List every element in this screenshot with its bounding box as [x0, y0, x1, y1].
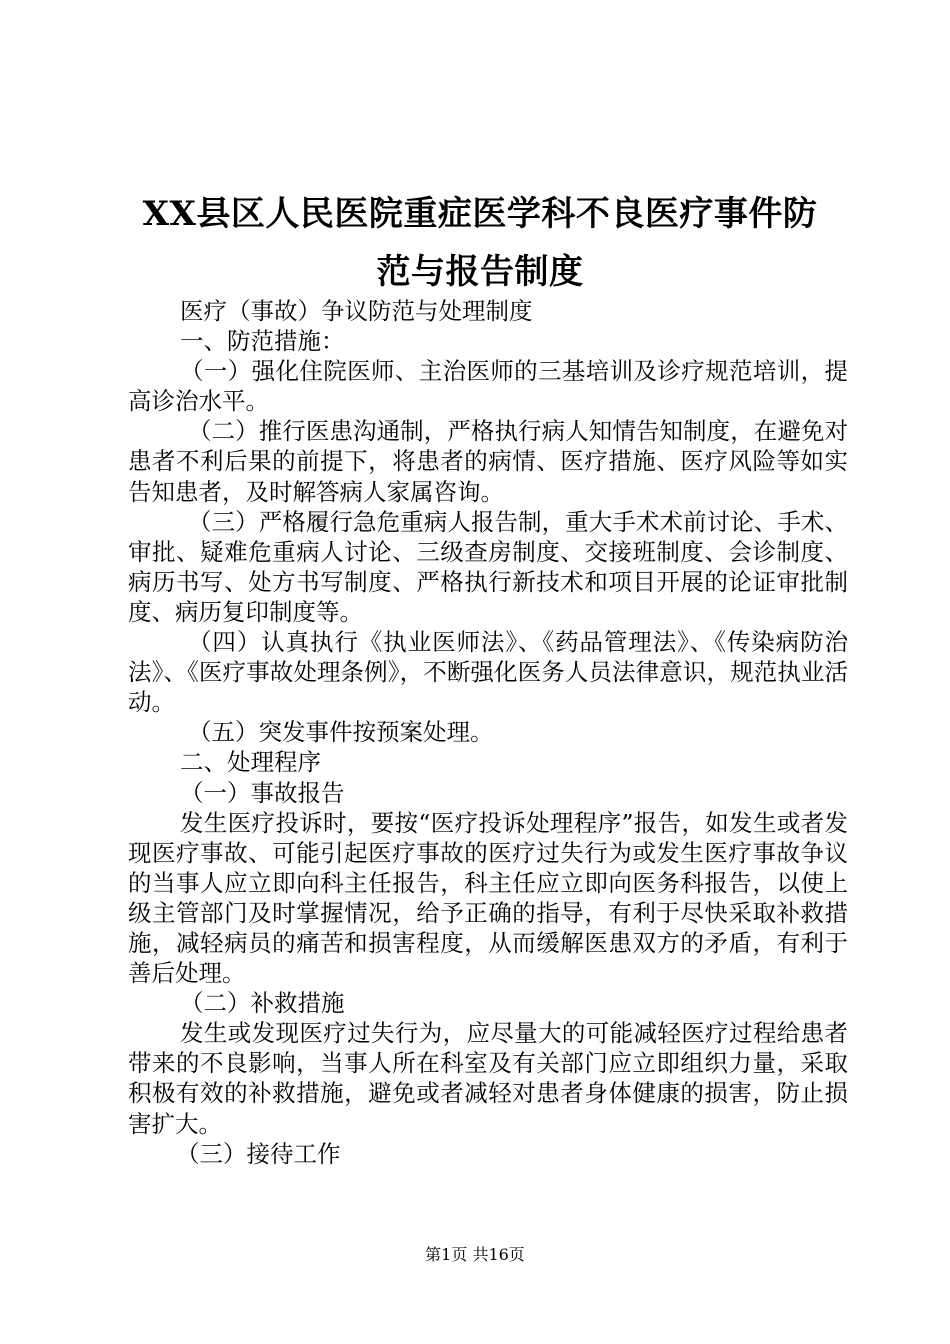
subheading-report: （一）事故报告 [180, 778, 345, 807]
document-body [128, 296, 848, 1169]
page-number-footer: 第1页 共16页 [425, 1245, 525, 1264]
paragraph-subtitle: 医疗（事故）争议防范与处理制度 [180, 297, 533, 325]
paragraph-report: 发生医疗投诉时，要按“医疗投诉处理程序”报告，如发生或者发现医疗事故、可能引起医疗事故的医疗过失行为或发生医疗事故争议的当事人应立即向科主任报告，科主任应立即向医务科报告，以使上级主管部门及时掌握情况，给予正确的指导，有利于尽快采取补救措施，减轻病员的痛苦和损害程度，从而缓解医患双方的矛盾，有利于善后处理。 [128, 808, 848, 988]
paragraph-measure-3: （三）严格履行急危重病人报告制，重大手术术前讨论、手术、审批、疑难危重病人讨论、三级查房制度、交接班制度、会诊制度、病历书写、处方书写制度、严格执行新技术和项目开展的论证审批制度、病历复印制度等。 [128, 507, 848, 626]
paragraph-measure-5: （五）突发事件按预案处理。 [188, 718, 494, 747]
document-title-line-1: XX县区人民医院重症医学科不良医疗事件防 [142, 194, 818, 234]
paragraph-measure-2: （二）推行医患沟通制，严格执行病人知情告知制度，在避免对患者不利后果的前提下，将患者的病情、医疗措施、医疗风险等如实告知患者，及时解答病人家属咨询。 [128, 417, 848, 506]
section-heading-procedure: 二、处理程序 [180, 748, 321, 777]
paragraph-measure-1: （一）强化住院医师、主治医师的三基培训及诊疗规范培训，提高诊治水平。 [128, 357, 848, 416]
subheading-remedy: （二）补救措施 [180, 989, 345, 1018]
document-title-line-2: 范与报告制度 [376, 252, 584, 292]
subheading-reception: （三）接待工作 [176, 1139, 341, 1168]
paragraph-measure-4: （四）认真执行《执业医师法》、《药品管理法》、《传染病防治法》、《医疗事故处理条例》，不断强化医务人员法律意识，规范执业活动。 [128, 628, 848, 717]
paragraph-remedy: 发生或发现医疗过失行为，应尽量大的可能减轻医疗过程给患者带来的不良影响，当事人所在科室及有关部门应立即组织力量，采取积极有效的补救措施，避免或者减轻对患者身体健康的损害，防止损害扩大。 [128, 1019, 848, 1138]
section-heading-prevention: 一、防范措施： [180, 327, 345, 356]
